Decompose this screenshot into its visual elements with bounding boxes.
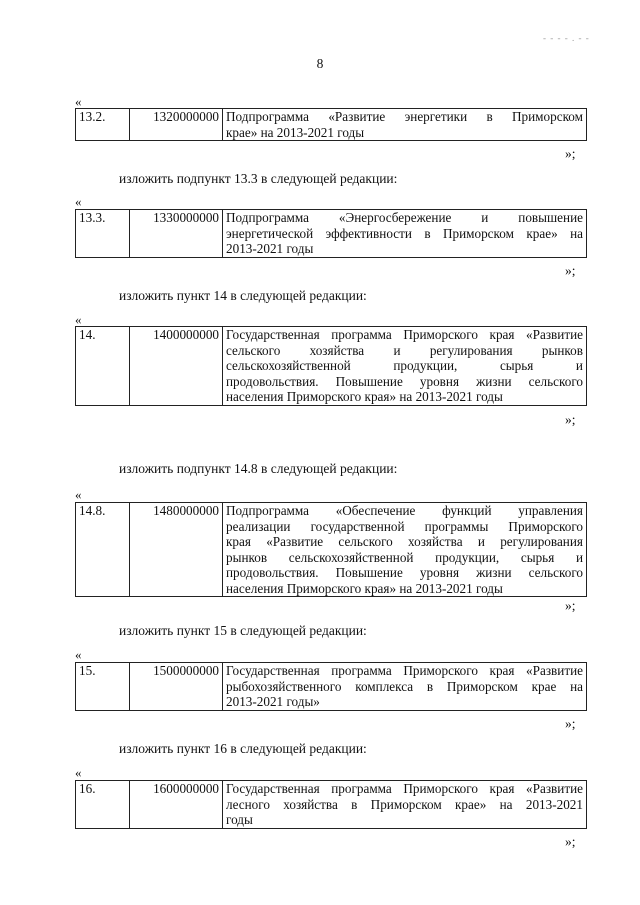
item-code: 1600000000 xyxy=(130,781,223,829)
quote-close: »; xyxy=(565,834,576,849)
quote-close: »; xyxy=(565,146,576,161)
item-name-line: Подпрограмма «Развитие энергетики в Приморском xyxy=(226,109,583,124)
item-name-line: лесного хозяйства в Приморском крае» на 2013-2021 xyxy=(226,796,583,812)
entry-table-13-2 xyxy=(75,108,587,141)
item-code: 1400000000 xyxy=(130,327,223,406)
quote-close: »; xyxy=(565,598,576,613)
table-row xyxy=(76,210,587,258)
item-number: 14. xyxy=(76,327,130,406)
quote-open: « xyxy=(75,94,82,109)
item-name-line: годы xyxy=(226,812,253,827)
item-name-line: населения Приморского края» на 2013-2021 годы xyxy=(226,580,503,596)
table-row xyxy=(76,109,587,141)
instruction-text: изложить пункт 14 в следующей редакции: xyxy=(119,288,367,303)
quote-open: « xyxy=(75,194,82,209)
item-name xyxy=(223,109,587,141)
quote-open: « xyxy=(75,487,82,502)
entry-table-14 xyxy=(75,326,587,406)
instruction-text: изложить пункт 15 в следующей редакции: xyxy=(119,623,367,638)
item-code: 1320000000 xyxy=(130,109,223,141)
item-name-line: рыбохозяйственного комплекса в Приморском крае на xyxy=(226,678,583,694)
table-row xyxy=(76,503,587,597)
item-name xyxy=(223,781,587,829)
entry-table-15 xyxy=(75,662,587,711)
item-name-line: края «Развитие сельского хозяйства и регулирования xyxy=(226,534,583,549)
item-number: 15. xyxy=(76,663,130,711)
item-name xyxy=(223,327,587,406)
quote-open: « xyxy=(75,312,82,327)
item-number: 14.8. xyxy=(76,503,130,597)
item-name-line: Подпрограмма «Энергосбережение и повышение xyxy=(226,210,583,225)
item-name-line: энергетической эффективности в Приморском крае» на xyxy=(226,225,583,241)
quote-open: « xyxy=(75,647,82,662)
quote-close: »; xyxy=(565,716,576,731)
item-name-line: продовольствия. Повышение уровня жизни сельского xyxy=(226,373,583,389)
item-name-line: Государственная программа Приморского края «Развитие xyxy=(226,327,583,342)
item-name xyxy=(223,503,587,597)
item-name-line: 2013-2021 годы xyxy=(226,241,314,256)
item-number: 13.2. xyxy=(76,109,130,141)
corner-mark: - - - - . - - xyxy=(543,33,590,43)
item-name-line: крае» на 2013-2021 годы xyxy=(226,124,365,140)
quote-close: »; xyxy=(565,263,576,278)
item-code: 1500000000 xyxy=(130,663,223,711)
item-name-line: населения Приморского края» на 2013-2021 годы xyxy=(226,389,503,404)
item-name-line: рынков сельскохозяйственной продукции, сырья и xyxy=(226,549,583,565)
item-number: 13.3. xyxy=(76,210,130,258)
item-code: 1480000000 xyxy=(130,503,223,597)
entry-table-14-8 xyxy=(75,502,587,597)
item-name-line: реализации государственной программы Приморского xyxy=(226,518,583,534)
entry-table-13-3 xyxy=(75,209,587,258)
item-name-line: Государственная программа Приморского края «Развитие xyxy=(226,663,583,678)
item-name-line: Государственная программа Приморского края «Развитие xyxy=(226,781,583,796)
instruction-text: изложить подпункт 14.8 в следующей редакции: xyxy=(119,461,398,476)
item-name-line: продовольствия. Повышение уровня жизни сельского xyxy=(226,565,583,580)
table-row xyxy=(76,327,587,406)
item-name-line: 2013-2021 годы» xyxy=(226,694,320,709)
item-name-line: сельскохозяйственной продукции, сырья и xyxy=(226,358,583,373)
item-name-line: сельского хозяйства и регулирования рынков xyxy=(226,342,583,358)
item-code: 1330000000 xyxy=(130,210,223,258)
instruction-text: изложить подпункт 13.3 в следующей редакции: xyxy=(119,171,398,186)
table-row xyxy=(76,781,587,829)
item-number: 16. xyxy=(76,781,130,829)
page-number: 8 xyxy=(316,56,324,71)
entry-table-16 xyxy=(75,780,587,829)
item-name-line: Подпрограмма «Обеспечение функций управления xyxy=(226,503,583,518)
item-name xyxy=(223,663,587,711)
quote-open: « xyxy=(75,765,82,780)
table-row xyxy=(76,663,587,711)
quote-close: »; xyxy=(565,412,576,427)
instruction-text: изложить пункт 16 в следующей редакции: xyxy=(119,741,367,756)
item-name xyxy=(223,210,587,258)
